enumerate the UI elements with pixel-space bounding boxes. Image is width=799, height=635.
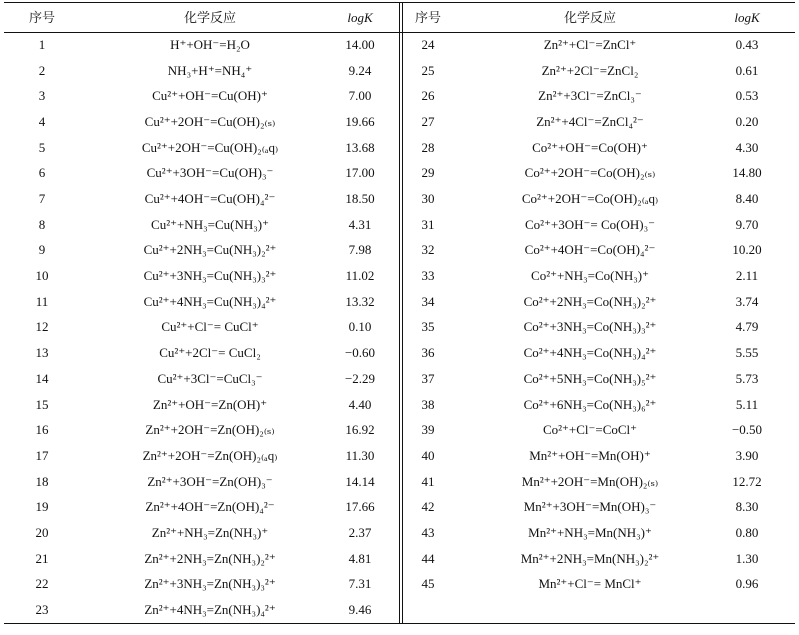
row-logk: 0.96 — [735, 576, 759, 591]
row-number: 14 — [35, 371, 49, 386]
row-reaction: Zn²⁺+NH₃=Zn(NH₃)⁺ — [151, 525, 269, 540]
row-logk: −2.29 — [344, 371, 376, 386]
row-reaction: Co²⁺+6NH₃=Co(NH₃)₆²⁺ — [523, 397, 657, 412]
row-number: 32 — [421, 242, 435, 257]
row-number: 20 — [35, 525, 49, 540]
row-logk: 17.66 — [345, 499, 375, 514]
row-logk: 5.55 — [735, 345, 759, 360]
row-reaction: Zn²⁺+2OH⁻=Zn(OH)₂₍ₛ₎ — [145, 422, 275, 437]
row-logk: 3.74 — [735, 294, 759, 309]
row-reaction: Mn²⁺+NH₃=Mn(NH₃)⁺ — [528, 525, 652, 540]
row-reaction: Zn²⁺+OH⁻=Zn(OH)⁺ — [152, 397, 268, 412]
row-reaction: H⁺+OH⁻=H₂O — [170, 37, 250, 52]
row-logk: 13.32 — [345, 294, 375, 309]
row-logk: 10.20 — [732, 242, 762, 257]
row-number: 42 — [421, 499, 435, 514]
row-logk: 1.30 — [735, 551, 759, 566]
row-logk: 14.14 — [345, 474, 375, 489]
row-reaction: Zn²⁺+2OH⁻=Zn(OH)₂₍ₐq₎ — [142, 448, 278, 463]
row-reaction: Co²⁺+2OH⁻=Co(OH)₂₍ₐq₎ — [521, 191, 659, 206]
row-reaction: Cu²⁺+3OH⁻=Cu(OH)₃⁻ — [146, 165, 274, 180]
row-reaction: Zn²⁺+4OH⁻=Zn(OH)₄²⁻ — [145, 499, 275, 514]
row-number: 41 — [421, 474, 435, 489]
row-reaction: Cu²⁺+2OH⁻=Cu(OH)₂₍ₛ₎ — [144, 114, 276, 129]
row-logk: 5.11 — [735, 397, 759, 412]
row-number: 39 — [421, 422, 435, 437]
row-reaction: Cu²⁺+2OH⁻=Cu(OH)₂₍ₐq₎ — [141, 140, 279, 155]
row-reaction: Co²⁺+5NH₃=Co(NH₃)₅²⁺ — [523, 371, 657, 386]
row-reaction: Co²⁺+OH⁻=Co(OH)⁺ — [532, 140, 648, 155]
row-reaction: Cu²⁺+2NH₃=Cu(NH₃)₂²⁺ — [143, 242, 277, 257]
row-logk: 9.70 — [735, 217, 759, 232]
row-reaction: Co²⁺+2OH⁻=Co(OH)₂₍ₛ₎ — [524, 165, 656, 180]
row-logk: 2.11 — [735, 268, 759, 283]
row-number: 34 — [421, 294, 435, 309]
row-logk: 11.30 — [345, 448, 375, 463]
row-logk: 0.20 — [735, 114, 759, 129]
row-number: 17 — [35, 448, 49, 463]
row-reaction: Cu²⁺+2Cl⁻= CuCl₂ — [159, 345, 261, 360]
row-reaction: NH₃+H⁺=NH₄⁺ — [167, 63, 253, 78]
row-logk: 17.00 — [345, 165, 375, 180]
row-logk: 4.81 — [348, 551, 372, 566]
row-reaction: Zn²⁺+Cl⁻=ZnCl⁺ — [543, 37, 637, 52]
row-number: 10 — [35, 268, 49, 283]
row-logk: 3.90 — [735, 448, 759, 463]
row-number: 9 — [38, 242, 46, 257]
row-reaction: Cu²⁺+3NH₃=Cu(NH₃)₃²⁺ — [143, 268, 277, 283]
row-reaction: Mn²⁺+2OH⁻=Mn(OH)₂₍ₛ₎ — [521, 474, 659, 489]
row-number: 13 — [35, 345, 49, 360]
row-reaction: Zn²⁺+3OH⁻=Zn(OH)₃⁻ — [147, 474, 273, 489]
row-reaction: Co²⁺+4NH₃=Co(NH₃)₄²⁺ — [523, 345, 657, 360]
row-number: 43 — [421, 525, 435, 540]
row-number: 28 — [421, 140, 435, 155]
row-logk: 0.43 — [735, 37, 759, 52]
row-logk: 13.68 — [345, 140, 375, 155]
row-number: 36 — [421, 345, 435, 360]
row-number: 44 — [421, 551, 435, 566]
left-header-logk: logK — [347, 10, 373, 25]
row-number: 11 — [35, 294, 49, 309]
row-logk: 4.31 — [348, 217, 372, 232]
row-logk: 2.37 — [348, 525, 372, 540]
left-header-reaction: 化学反应 — [183, 10, 236, 25]
row-logk: 9.24 — [348, 63, 372, 78]
column-divider-inner — [402, 2, 403, 623]
row-number: 2 — [38, 63, 46, 78]
row-logk: 4.79 — [735, 319, 759, 334]
row-reaction: Cu²⁺+3Cl⁻=CuCl₃⁻ — [157, 371, 263, 386]
row-number: 33 — [421, 268, 435, 283]
column-divider — [399, 2, 400, 623]
right-header-reaction: 化学反应 — [563, 10, 616, 25]
row-number: 24 — [421, 37, 435, 52]
row-logk: 16.92 — [345, 422, 375, 437]
row-logk: 0.53 — [735, 88, 759, 103]
bottom-rule — [4, 623, 795, 624]
row-number: 16 — [35, 422, 49, 437]
row-reaction: Co²⁺+4OH⁻=Co(OH)₄²⁻ — [524, 242, 656, 257]
row-logk: 4.40 — [348, 397, 372, 412]
row-number: 6 — [38, 165, 46, 180]
row-reaction: Zn²⁺+4NH₃=Zn(NH₃)₄²⁺ — [144, 602, 276, 617]
row-logk: 14.00 — [345, 37, 375, 52]
row-logk: −0.50 — [731, 422, 763, 437]
row-reaction: Cu²⁺+NH₃=Cu(NH₃)⁺ — [151, 217, 269, 232]
row-logk: 12.72 — [732, 474, 762, 489]
row-number: 4 — [38, 114, 46, 129]
row-reaction: Cu²⁺+OH⁻=Cu(OH)⁺ — [152, 88, 268, 103]
row-number: 30 — [421, 191, 435, 206]
row-number: 22 — [35, 576, 49, 591]
row-number: 7 — [38, 191, 46, 206]
row-reaction: Zn²⁺+3Cl⁻=ZnCl₃⁻ — [538, 88, 642, 103]
row-reaction: Cu²⁺+Cl⁻= CuCl⁺ — [161, 319, 259, 334]
row-reaction: Co²⁺+3OH⁻= Co(OH)₃⁻ — [525, 217, 655, 232]
row-reaction: Zn²⁺+2Cl⁻=ZnCl₂ — [541, 63, 639, 78]
row-number: 1 — [38, 37, 46, 52]
left-header-no: 序号 — [28, 10, 55, 25]
row-reaction: Zn²⁺+3NH₃=Zn(NH₃)₃²⁺ — [144, 576, 276, 591]
row-number: 26 — [421, 88, 435, 103]
row-reaction: Cu²⁺+4NH₃=Cu(NH₃)₄²⁺ — [143, 294, 277, 309]
row-logk: 7.98 — [348, 242, 372, 257]
row-number: 25 — [421, 63, 435, 78]
row-logk: 0.61 — [735, 63, 759, 78]
row-logk: 14.80 — [732, 165, 762, 180]
right-header-logk: logK — [734, 10, 760, 25]
row-number: 29 — [421, 165, 435, 180]
row-reaction: Zn²⁺+4Cl⁻=ZnCl₄²⁻ — [536, 114, 644, 129]
row-reaction: Zn²⁺+2NH₃=Zn(NH₃)₂²⁺ — [144, 551, 276, 566]
row-reaction: Co²⁺+Cl⁻=CoCl⁺ — [542, 422, 638, 437]
row-number: 12 — [35, 319, 49, 334]
row-logk: 7.31 — [348, 576, 372, 591]
row-logk: 9.46 — [348, 602, 372, 617]
row-number: 15 — [35, 397, 49, 412]
row-number: 8 — [38, 217, 46, 232]
row-logk: 4.30 — [735, 140, 759, 155]
row-logk: 11.02 — [345, 268, 375, 283]
row-number: 18 — [35, 474, 49, 489]
row-logk: 0.80 — [735, 525, 759, 540]
row-logk: 5.73 — [735, 371, 759, 386]
row-number: 5 — [38, 140, 46, 155]
row-logk: 8.30 — [735, 499, 759, 514]
row-reaction: Mn²⁺+2NH₃=Mn(NH₃)₂²⁺ — [520, 551, 660, 566]
row-logk: 18.50 — [345, 191, 375, 206]
row-number: 35 — [421, 319, 435, 334]
row-number: 27 — [421, 114, 435, 129]
row-number: 3 — [38, 88, 46, 103]
row-logk: 8.40 — [735, 191, 759, 206]
row-reaction: Mn²⁺+3OH⁻=Mn(OH)₃⁻ — [523, 499, 657, 514]
row-logk: 0.10 — [348, 319, 372, 334]
row-number: 45 — [421, 576, 435, 591]
row-reaction: Co²⁺+3NH₃=Co(NH₃)₃²⁺ — [523, 319, 657, 334]
row-reaction: Cu²⁺+4OH⁻=Cu(OH)₄²⁻ — [144, 191, 276, 206]
row-logk: 19.66 — [345, 114, 375, 129]
right-header-no: 序号 — [414, 10, 441, 25]
row-number: 19 — [35, 499, 49, 514]
row-number: 31 — [421, 217, 435, 232]
row-reaction: Mn²⁺+Cl⁻= MnCl⁺ — [538, 576, 642, 591]
row-number: 23 — [35, 602, 49, 617]
row-reaction: Co²⁺+2NH₃=Co(NH₃)₂²⁺ — [523, 294, 657, 309]
row-reaction: Co²⁺+NH₃=Co(NH₃)⁺ — [531, 268, 649, 283]
row-reaction: Mn²⁺+OH⁻=Mn(OH)⁺ — [529, 448, 651, 463]
row-number: 40 — [421, 448, 435, 463]
row-logk: 7.00 — [348, 88, 372, 103]
row-number: 38 — [421, 397, 435, 412]
row-number: 21 — [35, 551, 49, 566]
row-number: 37 — [421, 371, 435, 386]
row-logk: −0.60 — [344, 345, 376, 360]
